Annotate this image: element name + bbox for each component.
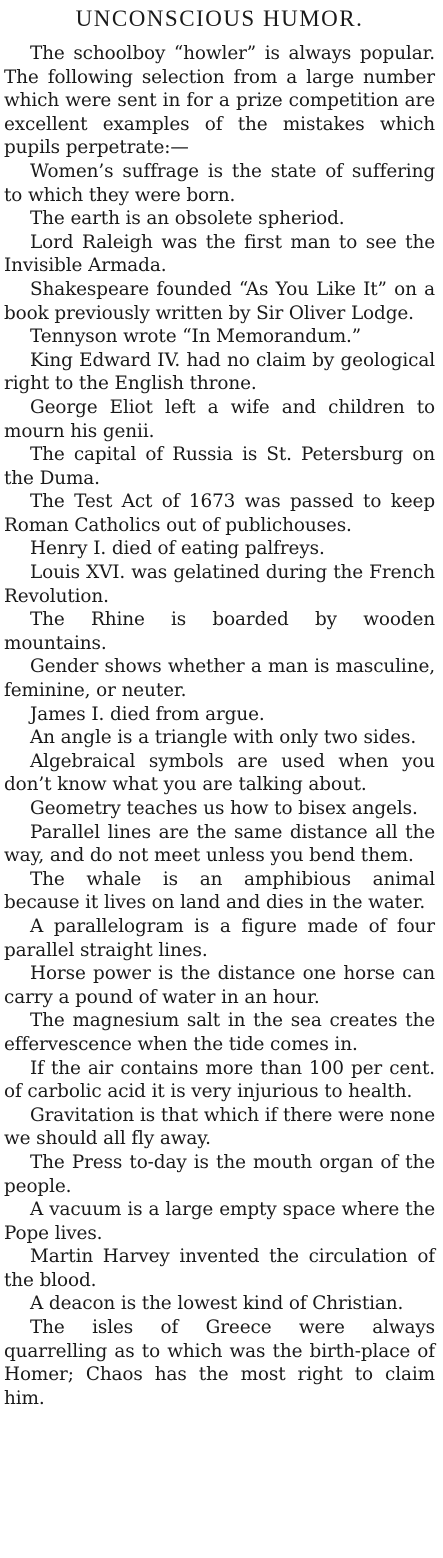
howler-paragraph: The magnesium salt in the sea creates the effervescence when the tide comes in. bbox=[4, 1010, 435, 1055]
howler-paragraph: Louis XVI. was gelatined during the French Revolution. bbox=[4, 562, 435, 607]
howler-paragraph: A deacon is the lowest kind of Christian. bbox=[30, 1293, 404, 1315]
howler-paragraph: Parallel lines are the same distance all the way, and do not meet unless you bend them. bbox=[4, 821, 435, 867]
howler-paragraph: A vacuum is a large empty space where the Pope lives. bbox=[4, 1199, 435, 1244]
howler-paragraph: Horse power is the distance one horse can carry a pound of water in an hour. bbox=[4, 963, 435, 1008]
headline: UNCONSCIOUS HUMOR. bbox=[75, 6, 364, 31]
howler-paragraph: The Rhine is boarded by wooden mountains. bbox=[4, 609, 435, 654]
howler-paragraph: The Test Act of 1673 was passed to keep Roman Catholics out of publichouses. bbox=[4, 491, 435, 536]
howler-list bbox=[4, 160, 435, 1410]
howler-paragraph: Lord Raleigh was the first man to see the Invisible Armada. bbox=[4, 231, 435, 277]
howler-paragraph: Gender shows whether a man is masculine, feminine, or neuter. bbox=[4, 656, 435, 702]
howler-paragraph: Women’s suffrage is the state of suffering to which they were born. bbox=[4, 160, 435, 206]
howler-paragraph: Martin Harvey invented the circulation of the blood. bbox=[4, 1246, 435, 1291]
article-body bbox=[4, 42, 435, 1410]
howler-paragraph: Geometry teaches us how to bisex angels. bbox=[30, 798, 418, 819]
howler-paragraph: Algebraical symbols are used when you don’t know what you are talking about. bbox=[4, 750, 435, 796]
howler-paragraph: The whale is an amphibious animal because it lives on land and dies in the water. bbox=[4, 868, 435, 914]
howler-paragraph: The earth is an obsolete spheriod. bbox=[30, 208, 345, 230]
howler-paragraph: George Eliot left a wife and children to mourn his genii. bbox=[4, 396, 435, 442]
howler-paragraph: An angle is a triangle with only two sides. bbox=[30, 727, 417, 749]
howler-paragraph: The isles of Greece were always quarrelling as to which was the birth-place of Homer; Chaos has the most right to claim him. bbox=[4, 1317, 435, 1409]
howler-paragraph: James I. died from argue. bbox=[30, 703, 265, 725]
howler-paragraph: King Edward IV. had no claim by geological right to the English throne. bbox=[4, 349, 435, 395]
howler-paragraph: Henry I. died of eating palfreys. bbox=[30, 538, 325, 560]
howler-paragraph: Tennyson wrote “In Memorandum.” bbox=[30, 326, 362, 348]
howler-paragraph: A parallelogram is a figure made of four parallel straight lines. bbox=[4, 915, 435, 961]
howler-paragraph: Gravitation is that which if there were none we should all fly away. bbox=[4, 1104, 435, 1150]
intro-paragraph: The schoolboy “howler” is always popular. The following selection from a large number which were sent in for a prize competition are excellent examples of the mistakes which pupils perpetrate:— bbox=[4, 43, 435, 159]
howler-paragraph: Shakespeare founded “As You Like It” on a book previously written by Sir Oliver Lodge. bbox=[4, 278, 435, 324]
howler-paragraph: The Press to-day is the mouth organ of the people. bbox=[4, 1151, 435, 1197]
howler-paragraph: If the air contains more than 100 per cent. of carbolic acid it is very injurious to health. bbox=[4, 1057, 435, 1103]
howler-paragraph: The capital of Russia is St. Petersburg on the Duma. bbox=[4, 444, 435, 489]
